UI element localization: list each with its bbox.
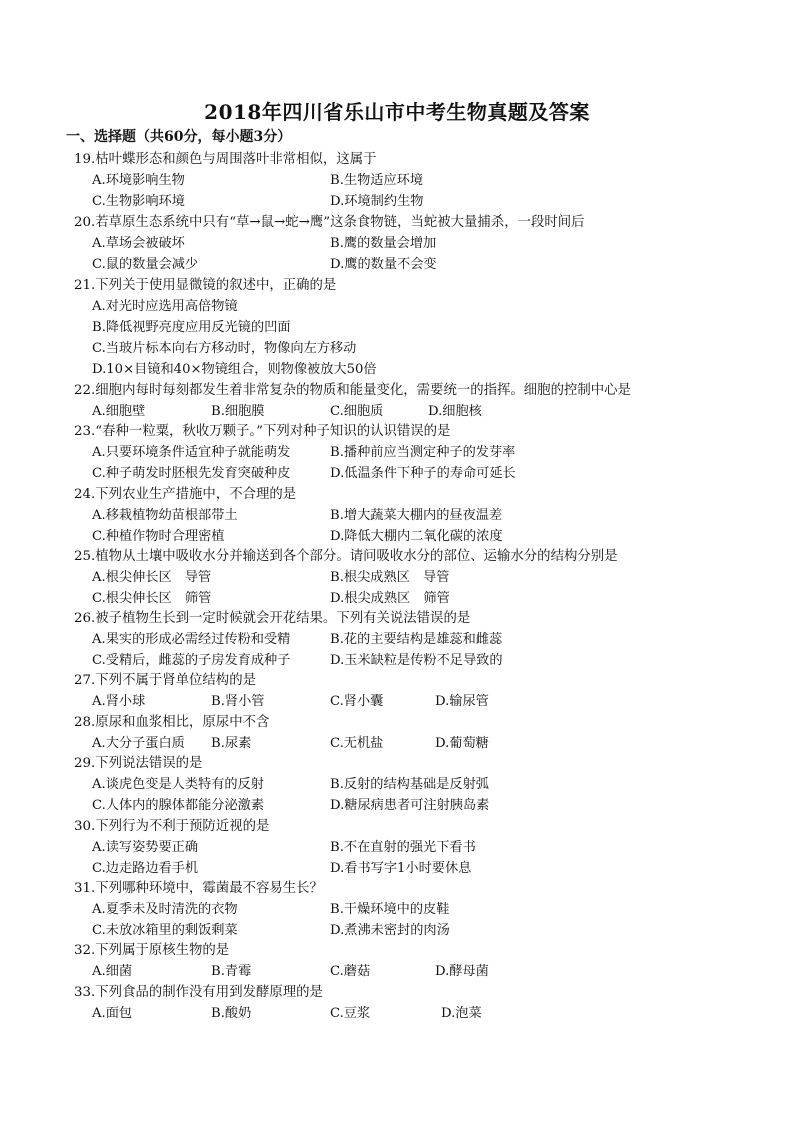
option: A.面包 [92, 1006, 133, 1021]
option: C.未放冰箱里的剩饭剩菜 [92, 923, 238, 938]
option: C.肾小囊 [330, 694, 384, 709]
option: B.青霉 [211, 964, 252, 979]
option: B.增大蔬菜大棚内的昼夜温差 [330, 508, 503, 523]
option: B.鹰的数量会增加 [330, 236, 437, 251]
option: D.看书写字1小时要休息 [330, 861, 472, 876]
document-title: 2018年四川省乐山市中考生物真题及答案 [204, 100, 590, 124]
section-heading: 一、选择题（共60分，每小题3分） [66, 129, 292, 145]
option: D.葡萄糖 [435, 736, 489, 751]
option: C.生物影响环境 [92, 194, 185, 209]
option: D.细胞核 [428, 404, 482, 419]
option: A.环境影响生物 [92, 173, 185, 188]
question-22: 22.细胞内每时每刻都发生着非常复杂的物质和能量变化，需要统一的指挥。细胞的控制中心是 [74, 383, 631, 398]
option: B.尿素 [211, 736, 252, 751]
option: C.蘑菇 [330, 964, 371, 979]
option: B.细胞膜 [211, 404, 265, 419]
option: D.降低大棚内二氧化碳的浓度 [330, 529, 503, 544]
option: C.根尖伸长区 筛管 [92, 591, 212, 606]
question-24: 24.下列农业生产措施中，不合理的是 [74, 487, 297, 502]
option: C.无机盐 [330, 736, 384, 751]
option: C.种子萌发时胚根先发育突破种皮 [92, 466, 291, 481]
option: B.反射的结构基础是反射弧 [330, 777, 489, 792]
option: B.酸奶 [211, 1006, 252, 1021]
option: A.草场会被破坏 [92, 236, 185, 251]
question-33: 33.下列食品的制作没有用到发酵原理的是 [74, 985, 323, 1000]
option: A.根尖伸长区 导管 [92, 570, 212, 585]
question-23: 23.“春种一粒粟，秋收万颗子。”下列对种子知识的认识错误的是 [74, 424, 451, 439]
option: C.受精后，雌蕊的子房发育成种子 [92, 653, 291, 668]
option: D.鹰的数量不会变 [330, 257, 437, 272]
option: B.肾小管 [211, 694, 265, 709]
question-29: 29.下列说法错误的是 [74, 756, 203, 771]
option: C.人体内的腺体都能分泌激素 [92, 798, 265, 813]
option: B.根尖成熟区 导管 [330, 570, 450, 585]
option: B.降低视野亮度应用反光镜的凹面 [92, 320, 291, 335]
option: C.边走路边看手机 [92, 861, 199, 876]
question-31: 31.下列哪种环境中，霉菌最不容易生长？ [74, 881, 323, 896]
question-26: 26.被子植物生长到一定时候就会开花结果。下列有关说法错误的是 [74, 611, 471, 626]
question-32: 32.下列属于原核生物的是 [74, 943, 230, 958]
question-21: 21.下列关于使用显微镜的叙述中，正确的是 [74, 278, 337, 293]
option: B.不在直射的强光下看书 [330, 840, 476, 855]
option: A.细菌 [92, 964, 133, 979]
option: D.酵母菌 [435, 964, 489, 979]
option: A.移栽植物幼苗根部带土 [92, 508, 238, 523]
option: A.夏季未及时清洗的衣物 [92, 902, 238, 917]
option: D.环境制约生物 [330, 194, 424, 209]
option: C.豆浆 [330, 1006, 371, 1021]
option: B.花的主要结构是雄蕊和雌蕊 [330, 632, 503, 647]
question-28: 28.原尿和血浆相比，原尿中不含 [74, 715, 270, 730]
option: A.对光时应选用高倍物镜 [92, 299, 238, 314]
question-20: 20.若草原生态系统中只有“草→鼠→蛇→鹰”这条食物链，当蛇被大量捕杀，一段时间后 [74, 215, 585, 230]
question-27: 27.下列不属于肾单位结构的是 [74, 673, 256, 688]
option: D.泡菜 [441, 1006, 482, 1021]
option: C.当玻片标本向右方移动时，物像向左方移动 [92, 341, 357, 356]
question-30: 30.下列行为不利于预防近视的是 [74, 819, 270, 834]
option: A.大分子蛋白质 [92, 736, 185, 751]
option: D.输尿管 [435, 694, 489, 709]
option: D.煮沸未密封的肉汤 [330, 923, 450, 938]
option: D.10×目镜和40×物镜组合，则物像被放大50倍 [92, 362, 377, 377]
question-25: 25.植物从土壤中吸收水分并输送到各个部分。请问吸收水分的部位、运输水分的结构分别是 [74, 549, 618, 564]
option: A.果实的形成必需经过传粉和受精 [92, 632, 291, 647]
option: A.读写姿势要正确 [92, 840, 199, 855]
option: A.谈虎色变是人类特有的反射 [92, 777, 264, 792]
question-19: 19.枯叶蝶形态和颜色与周围落叶非常相似，这属于 [74, 152, 377, 167]
option: D.根尖成熟区 筛管 [330, 591, 450, 606]
option: D.玉米缺粒是传粉不足导致的 [330, 653, 503, 668]
option: A.细胞壁 [92, 404, 146, 419]
option: D.低温条件下种子的寿命可延长 [330, 466, 516, 481]
option: B.播种前应当测定种子的发芽率 [330, 445, 516, 460]
option: B.干燥环境中的皮鞋 [330, 902, 450, 917]
option: A.只要环境条件适宜种子就能萌发 [92, 445, 291, 460]
option: D.糖尿病患者可注射胰岛素 [330, 798, 490, 813]
option: C.细胞质 [330, 404, 384, 419]
option: C.鼠的数量会减少 [92, 257, 199, 272]
option: A.肾小球 [92, 694, 146, 709]
option: C.种植作物时合理密植 [92, 529, 225, 544]
option: B.生物适应环境 [330, 173, 424, 188]
